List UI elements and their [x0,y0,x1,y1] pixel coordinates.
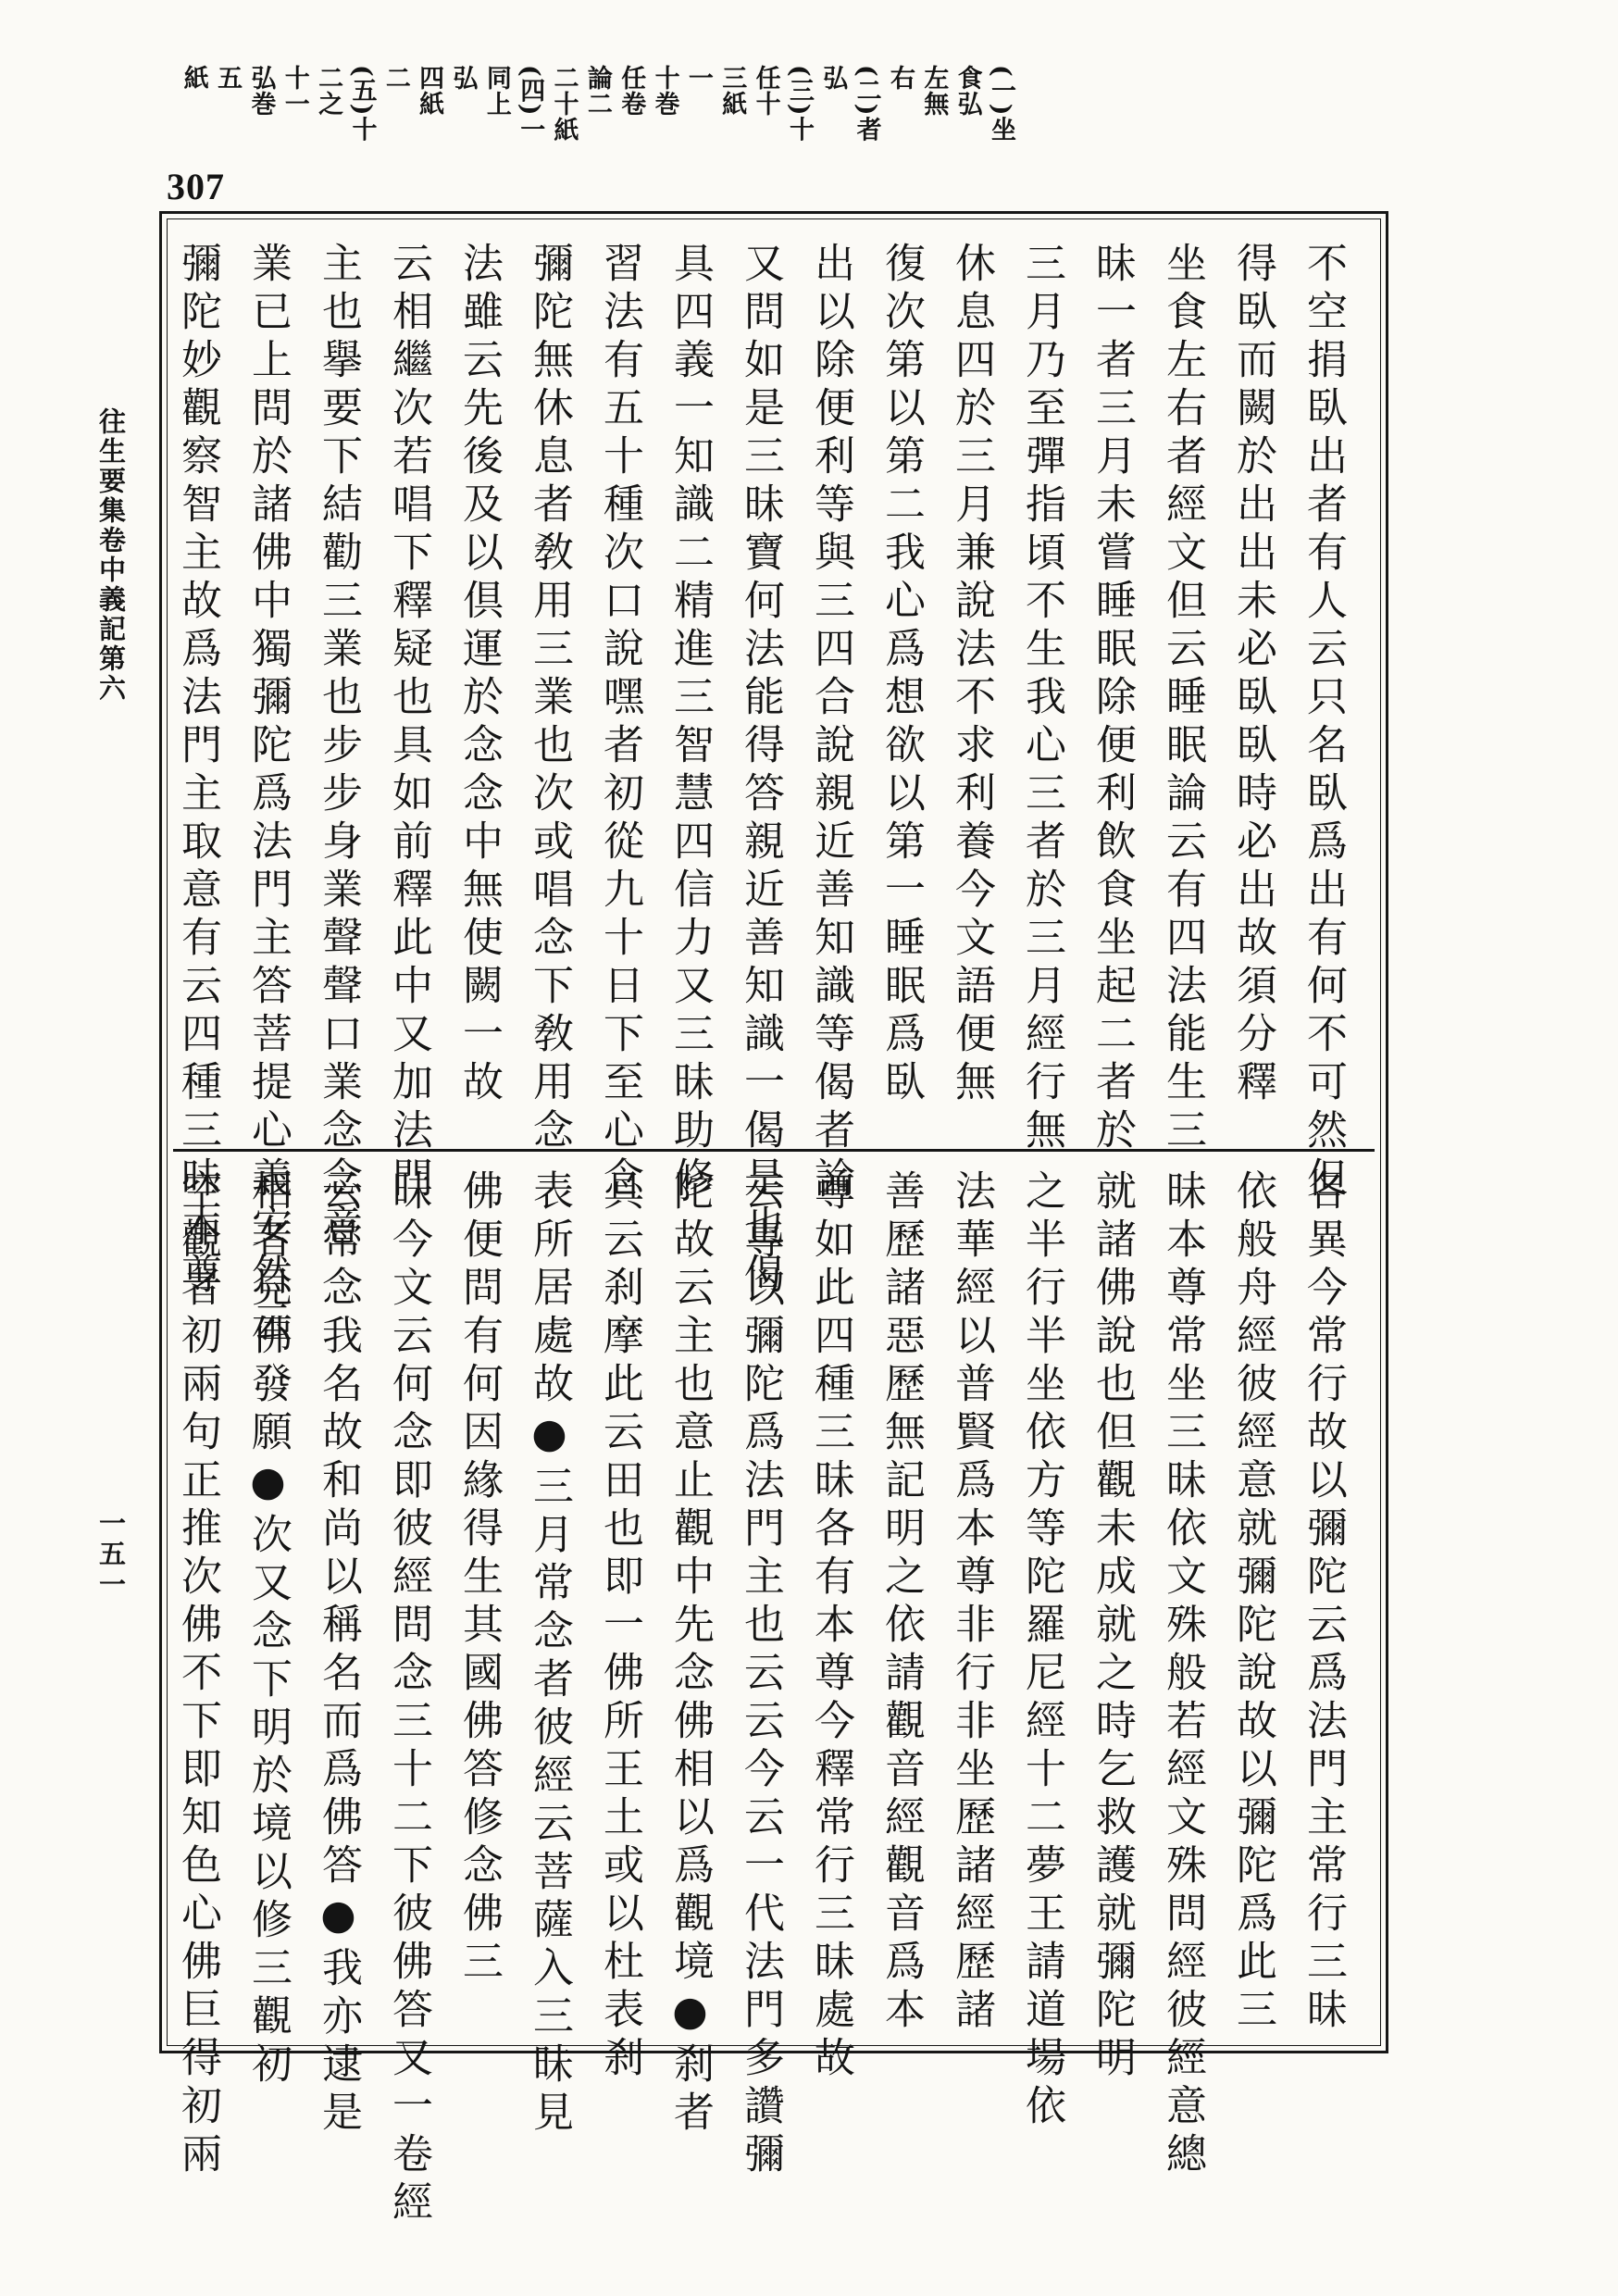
text-column: 具云刹摩此云田也即一佛所王土或以杜表刹 [596,1169,643,2084]
upper-text-block [174,242,1358,1349]
header-note: (一)坐 [987,65,1015,143]
text-column: 云常念我名故和尚以稱名而爲佛答●我亦逮是 [315,1169,362,2139]
text-column: 之半行半坐依方等陀羅尼經十二夢王請道場依 [1018,1169,1065,2132]
header-note: 任十 [751,65,780,117]
text-column: 依般舟經彼經意就彌陀說故以彌陀爲此三 [1229,1169,1276,2036]
text-column: 習法有五十種次口說嘿者初從九十日下至心念 [596,242,643,1204]
header-note: 紙 [179,65,208,91]
text-column: 云專以彌陀爲法門主也云云今云一代法門多讚彌 [737,1169,784,2180]
header-note: 一 [683,65,713,91]
header-note: 任卷 [616,65,646,117]
header-note: 論二 [582,65,612,117]
header-note: (二)者 [852,65,881,143]
header-note: (四)一 [516,65,545,143]
header-note: (五)十 [347,65,377,143]
text-column: 休息四於三月兼說法不求利養今文語便無 [948,242,995,1108]
text-column: 復次第以第二我心爲想欲以第一睡眠爲臥 [877,242,925,1108]
horizontal-divider [173,1149,1375,1152]
header-note: 二之 [314,65,343,117]
text-column: 相者見佛發願●次又念下明於境以修三觀初 [244,1169,292,2090]
header-note: 右 [885,65,915,91]
text-column: 彌陀妙觀察智主故爲法門主取意有云四種三昧本尊 [174,242,221,1301]
text-column: 出以除便利等與三四合說親近善知識等偈者論 [807,242,854,1204]
text-column: 坐食左右者經文但云睡眠論云有四法能生三 [1159,242,1206,1156]
text-column: 昧本尊常坐三昧依文殊般若經文殊問經彼經意總 [1159,1169,1206,2180]
header-note: 二十紙 [549,65,579,143]
text-column: 善歷諸惡歷無記明之依請觀音經觀音爲本 [877,1169,925,2036]
text-column: 佛便問有何因緣得生其國佛答修念佛三 [455,1169,503,1988]
header-note: 五 [213,65,243,91]
text-frame [159,211,1388,2228]
text-column: 業已上問於諸佛中獨彌陀爲法門主答菩提心義安然云 [244,242,292,1349]
text-column: 昧今文云何念即彼經問念三十二下彼佛答又一卷經 [385,1169,432,2228]
header-note: 二 [380,65,410,91]
header-note: 十一 [280,65,309,117]
text-column: 不空捐臥出者有人云只名臥爲出有何不可然但 [1300,242,1347,1204]
text-column: 陀故云主也意止觀中先念佛相以爲觀境●刹者 [666,1169,714,2139]
running-title: 往生要集卷中義記第六 [95,407,127,704]
text-column: 具四義一知識二精進三智慧四信力又三昧助修 [666,242,714,1204]
text-column: 云相繼次若唱下釋疑也具如前釋此中又加法門 [385,242,432,1204]
folio-number: 一五一 [95,1509,127,1601]
text-column: 尊如此四種三昧各有本尊今釋常行三昧處故 [807,1169,854,2084]
text-column: 昧一者三月未嘗睡眠除便利飲食坐起二者於 [1089,242,1136,1156]
text-column: 法雖云先後及以倶運於念念中無使闕一故 [455,242,503,1108]
text-column: 表所居處故●三月常念者彼經云菩薩入三昧見 [526,1169,573,2139]
header-note: 三紙 [717,65,747,117]
header-note: 弘 [818,65,848,91]
text-column: 主也擧要下結勸三業也步步身業聲聲口業念念意 [315,242,362,1253]
text-column: 彌陀無休息者敎用三業也次或唱念下敎用念 [526,242,573,1156]
text-column: 得臥而闕於出出未必臥臥時必出故須分釋 [1229,242,1276,1108]
lower-text-block [174,1169,1358,2228]
text-column: 三月乃至彈指頃不生我心三者於三月經行無 [1018,242,1065,1156]
header-note: 同上 [481,65,511,117]
page-number: 307 [167,166,225,207]
header-note: 弘巻 [246,65,276,117]
header-note: 十巻 [650,65,679,117]
header-note: 食弘 [952,65,982,117]
text-column: 法華經以普賢爲本尊非行非坐歷諸經歷諸 [948,1169,995,2036]
text-column: 就諸佛說也但觀未成就之時乞救護就彌陀明 [1089,1169,1136,2084]
text-column: 又問如是三昧寶何法能得答親近善知識一偈是也偈 [737,242,784,1301]
header-note: (三)十 [784,65,814,143]
header-note: 左無 [919,65,949,117]
text-column: 空觀者初兩句正推次佛不下即知色心佛巨得初兩 [174,1169,221,2180]
header-note: 弘 [448,65,478,91]
header-note: 四紙 [415,65,444,117]
text-column: 各異今常行故以彌陀云爲法門主常行三昧 [1300,1169,1347,2036]
